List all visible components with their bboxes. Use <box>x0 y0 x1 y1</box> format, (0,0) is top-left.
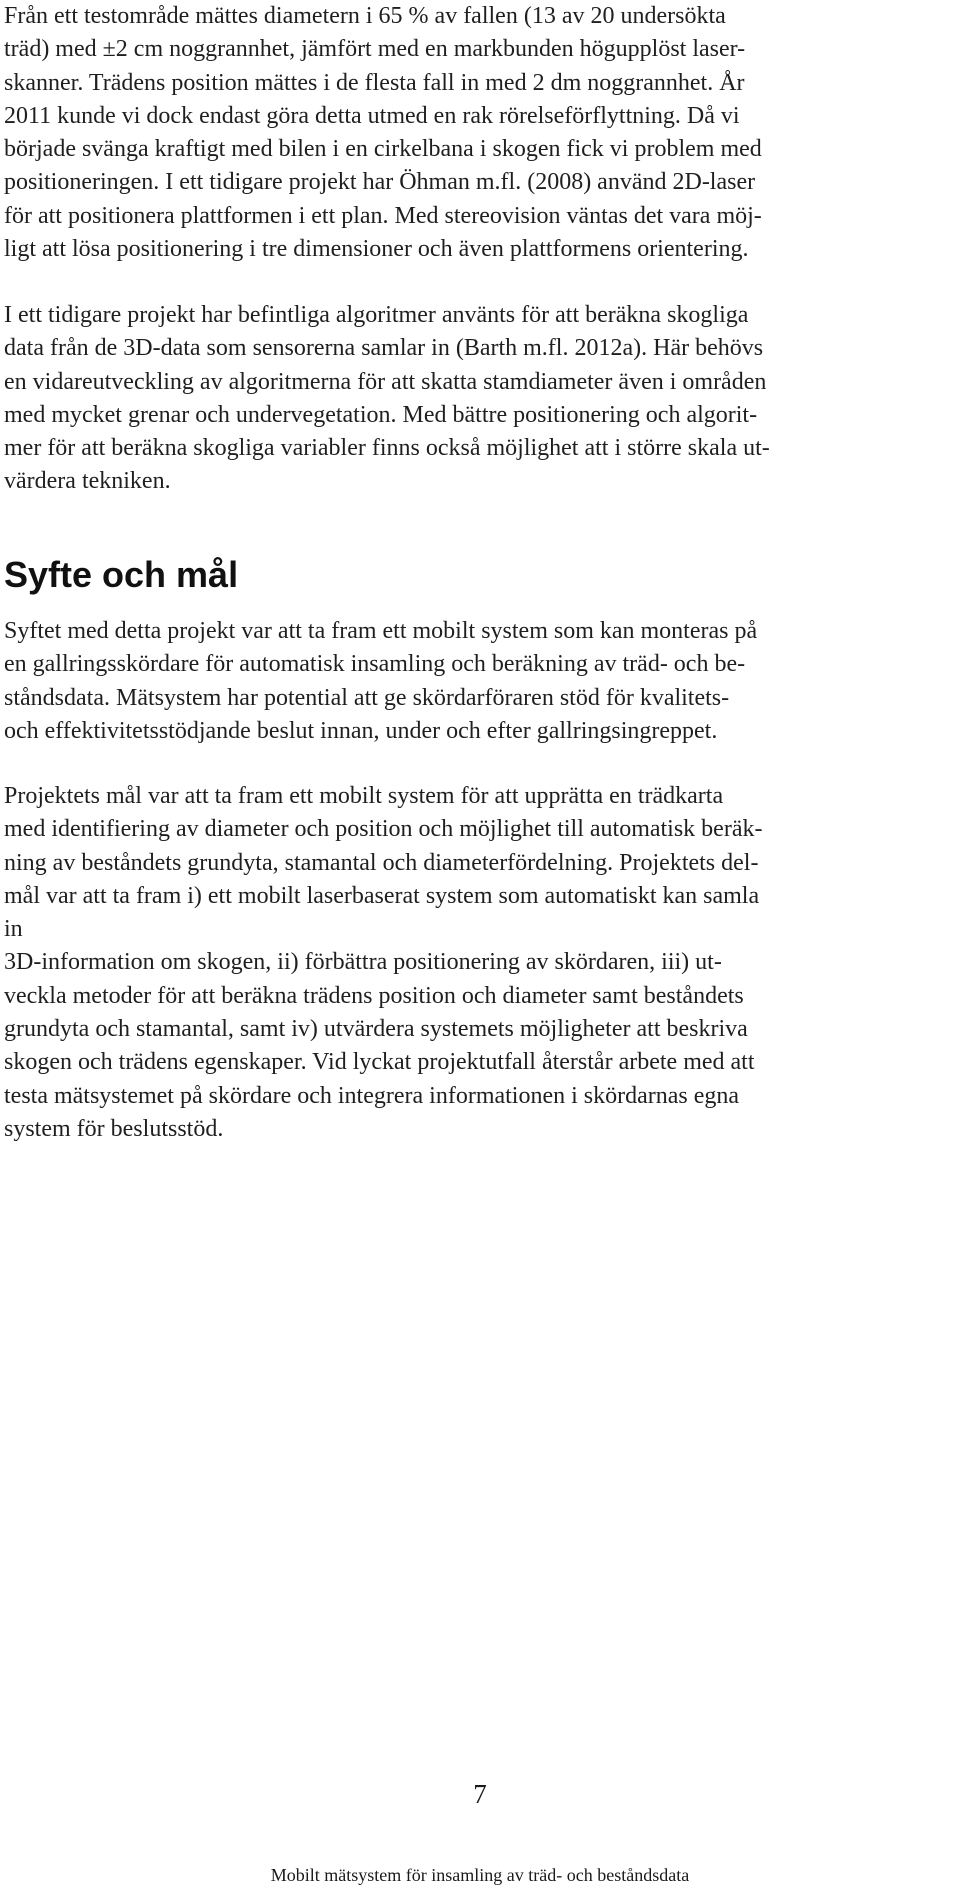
page-number: 7 <box>473 1779 487 1809</box>
paragraph-purpose: Syftet med detta projekt var att ta fram ett mobilt system som kan monteras på en gallringsskördare för automatisk insamling och beräkning av träd- och be- ståndsdata. Mätsystem har potential att ge skördarföraren stöd för kvalitets- och effektivitetsstödjande beslut innan, under och efter gallringsingreppet. <box>4 618 758 744</box>
paragraph-previous-project: I ett tidigare projekt har befintliga algoritmer använts för att beräkna skogliga data från de 3D-data som sensorerna samlar in (Barth m.fl. 2012a). Här behövs en vidareutveckling av algoritmerna för att skatta stamdiameter även i områden med mycket grenar och undervegetation. Med bättre positionering och algorit- mer för att beräkna skogliga variabler finns också möjlighet att i större skala ut- värdera tekniken. <box>4 302 770 495</box>
section-heading: Syfte och mål <box>4 554 239 595</box>
running-footer-title: Mobilt mätsystem för insamling av träd- och beståndsdata <box>270 1865 690 1885</box>
paragraph-test-results: Från ett testområde mättes diametern i 65 % av fallen (13 av 20 undersökta träd) med ±2 cm noggrannhet, jämfört med en markbunden högupplöst laser- skanner. Trädens position mättes i de flesta fall in med 2 dm noggrannhet. År 2011 kunde vi dock endast göra detta utmed en rak rörelseförflyttning. Då vi började svänga kraftigt med bilen i en cirkelbana i skogen fick vi problem med positioneringen. I ett tidigare projekt har Öhman m.fl. (2008) använd 2D-laser för att positionera plattformen i ett plan. Med stereovision väntas det vara möj- ligt att lösa positionering i tre dimensioner och även plattformens orientering. <box>4 3 762 263</box>
paragraph-goals: Projektets mål var att ta fram ett mobilt system för att upprätta en trädkarta med identifiering av diameter och position och möjlighet till automatisk beräk- ning av beståndets grundyta, stamantal och diameterfördelning. Projektets del- mål var att ta fram i) ett mobilt laserbaserat system som automatiskt kan samla in 3D-information om skogen, ii) förbättra positionering av skördaren, iii) ut- veckla metoder för att beräkna trädens position och diameter samt beståndets grundyta och stamantal, samt iv) utvärdera systemets möjligheter att beskriva skogen och trädens egenskaper. Vid lyckat projektutfall återstår arbete med att testa mätsystemet på skördare och integrera informationen i skördarnas egna system för beslutsstöd. <box>4 783 763 1142</box>
